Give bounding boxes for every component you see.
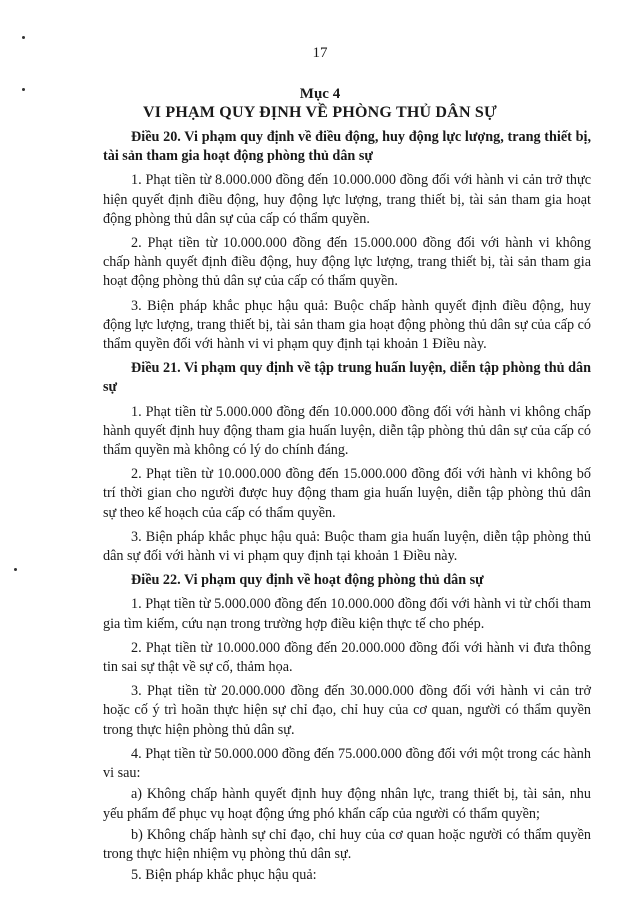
article-22-clause-3: 3. Phạt tiền từ 20.000.000 đồng đến 30.000.000 đồng đối với hành vi cản trở hoặc cố ý trì hoãn thực hiện sự chỉ đạo, chỉ huy của cơ quan, người có thẩm quyền trong thực hiện phòng thủ dân sự. — [103, 683, 591, 738]
article-22-clause-2: 2. Phạt tiền từ 10.000.000 đồng đến 20.000.000 đồng đối với hành vi đưa thông tin sai sự thật về sự cố, thảm họa. — [103, 639, 591, 676]
article-22-clause-4: 4. Phạt tiền từ 50.000.000 đồng đến 75.000.000 đồng đối với một trong các hành vi sau: — [103, 745, 591, 782]
article-21-clause-2: 2. Phạt tiền từ 10.000.000 đồng đến 15.000.000 đồng đối với hành vi không bố trí thời gian cho người được huy động tham gia huấn luyện, diễn tập phòng thủ dân sự theo kế hoạch của cấp có thẩm quyền. — [103, 466, 591, 521]
article-21-heading: Điều 21. Vi phạm quy định về tập trung huấn luyện, diễn tập phòng thủ dân sự — [103, 360, 591, 396]
article-21-clause-1: 1. Phạt tiền từ 5.000.000 đồng đến 10.000.000 đồng đối với hành vi không chấp hành quyết định huy động tham gia huấn luyện, diễn tập phòng thủ dân sự của cấp có thẩm quyền mà không có lý do chính đáng. — [103, 403, 591, 459]
article-20-clause-1: 1. Phạt tiền từ 8.000.000 đồng đến 10.000.000 đồng đối với hành vi cản trở thực hiện quyết định điều động, huy động lực lượng, trang thiết bị, tài sản tham gia hoạt động phòng thủ dân sự của cấp có thẩm quyền. — [103, 172, 591, 227]
article-20-heading: Điều 20. Vi phạm quy định về điều động, huy động lực lượng, trang thiết bị, tài sản tham gia hoạt động phòng thủ dân sự — [103, 129, 591, 165]
section-title: VI PHẠM QUY ĐỊNH VỀ PHÒNG THỦ DÂN SỰ — [143, 104, 497, 121]
article-21-clause-3: 3. Biện pháp khắc phục hậu quả: Buộc tham gia huấn luyện, diễn tập phòng thủ dân sự đối với hành vi vi phạm quy định tại khoản 1 Điều này. — [103, 528, 591, 565]
scan-dot-mark — [14, 568, 17, 571]
article-22-clause-5: 5. Biện pháp khắc phục hậu quả: — [131, 867, 317, 884]
scan-dot-mark — [22, 36, 25, 39]
page-number: 17 — [312, 45, 328, 61]
article-22-heading: Điều 22. Vi phạm quy định về hoạt động phòng thủ dân sự — [131, 572, 484, 589]
article-22-clause-1: 1. Phạt tiền từ 5.000.000 đồng đến 10.000.000 đồng đối với hành vi từ chối tham gia tìm kiếm, cứu nạn trong trường hợp điều kiện thực tế cho phép. — [103, 596, 591, 632]
article-22-clause-4-point-b: b) Không chấp hành sự chỉ đạo, chỉ huy của cơ quan hoặc người có thẩm quyền trong thực hiện nhiệm vụ phòng thủ dân sự. — [103, 826, 591, 862]
article-22-clause-4-point-a: a) Không chấp hành quyết định huy động nhân lực, trang thiết bị, tài sản, nhu yếu phẩm để phục vụ hoạt động ứng phó khẩn cấp của người có thẩm quyền; — [103, 786, 591, 822]
document-body — [103, 128, 591, 887]
section-label: Mục 4 — [299, 86, 341, 102]
article-20-clause-2: 2. Phạt tiền từ 10.000.000 đồng đến 15.000.000 đồng đối với hành vi không chấp hành quyết định điều động, huy động lực lượng, trang thiết bị, tài sản tham gia hoạt động phòng thủ dân sự của cấp có thẩm quyền. — [103, 235, 591, 290]
article-20-clause-3: 3. Biện pháp khắc phục hậu quả: Buộc chấp hành quyết định điều động, huy động lực lượng, trang thiết bị, tài sản tham gia hoạt động phòng thủ dân sự của cấp có thẩm quyền đối với hành vi vi phạm quy định tại khoản 1 Điều này. — [103, 297, 591, 353]
